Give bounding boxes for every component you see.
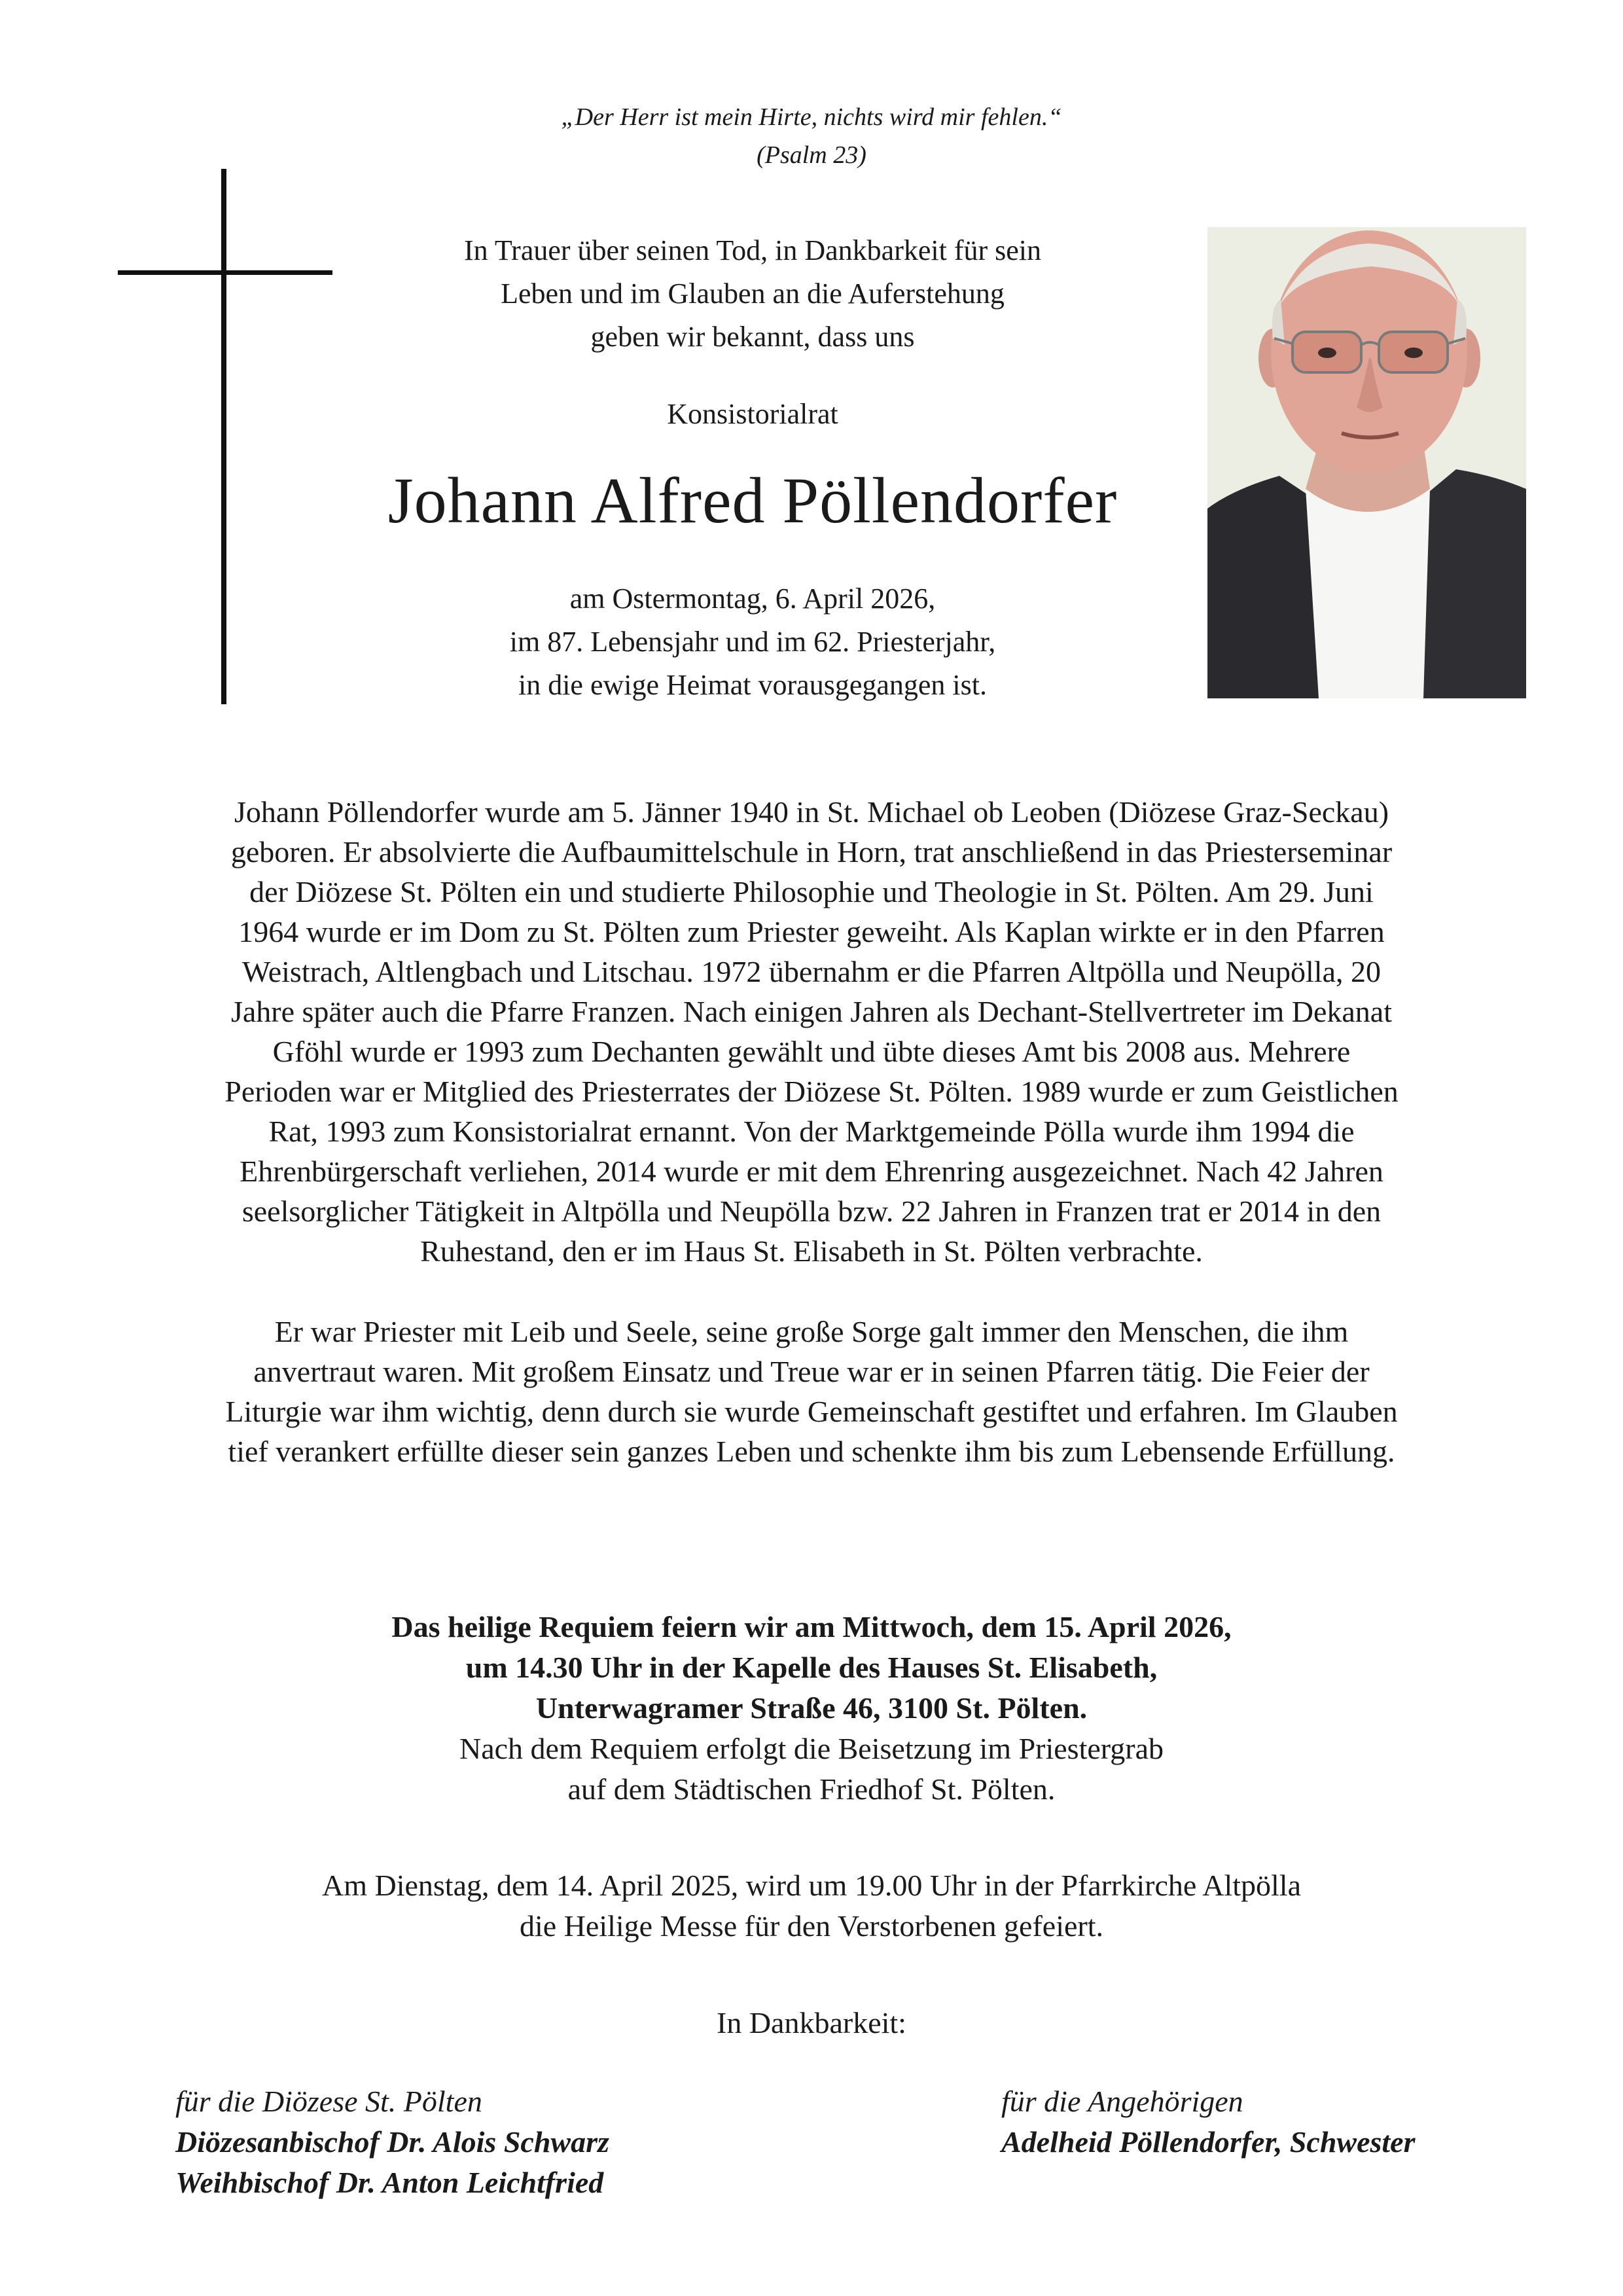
signature-name: Weihbischof Dr. Anton Leichtfried xyxy=(175,2166,604,2199)
portrait-photo xyxy=(1207,227,1526,698)
bio-line: Er war Priester mit Leib und Seele, seine große Sorge galt immer den Menschen, die ihm xyxy=(274,1315,1349,1348)
bio-line: seelsorglicher Tätigkeit in Altpölla und Neupölla bzw. 22 Jahren in Franzen trat er 2014 in den xyxy=(241,1194,1382,1228)
cross-icon-horizontal xyxy=(118,270,332,275)
bio-line: Johann Pöllendorfer wurde am 5. Jänner 1940 in St. Michael ob Leoben (Diözese Graz-Seckau) xyxy=(234,795,1389,829)
mass-line: Am Dienstag, dem 14. April 2025, wird um 19.00 Uhr in der Pfarrkirche Altpölla xyxy=(321,1869,1302,1902)
signature-org: für die Angehörigen xyxy=(1001,2085,1243,2118)
bio-line: Gföhl wurde er 1993 zum Dechanten gewählt und übte dieses Amt bis 2008 aus. Mehrere xyxy=(272,1035,1351,1068)
death-line: in die ewige Heimat vorausgegangen ist. xyxy=(518,669,987,701)
requiem-announcement xyxy=(0,1607,1623,1810)
rank-title: Konsistorialrat xyxy=(667,398,838,430)
bio-line: Perioden war er Mitglied des Priesterrates der Diözese St. Pölten. 1989 wurde er zum Geistlichen xyxy=(224,1075,1399,1108)
bio-line: Ruhestand, den er im Haus St. Elisabeth in St. Pölten verbrachte. xyxy=(420,1234,1203,1268)
bio-line: Rat, 1993 zum Konsistorialrat ernannt. Von der Marktgemeinde Pölla wurde ihm 1994 die xyxy=(268,1115,1355,1148)
signature-family xyxy=(1001,2081,1416,2162)
requiem-line-bold: um 14.30 Uhr in der Kapelle des Hauses St. Elisabeth, xyxy=(465,1651,1158,1684)
psalm-source: (Psalm 23) xyxy=(757,141,866,169)
intro-text xyxy=(353,229,1152,359)
bio-line: anvertraut waren. Mit großem Einsatz und Treue war er in seinen Pfarren tätig. Die Feier der xyxy=(253,1355,1370,1388)
bio-line: geboren. Er absolvierte die Aufbaumittelschule in Horn, trat anschließend in das Priesterseminar xyxy=(230,835,1393,869)
intro-line: geben wir bekannt, dass uns xyxy=(590,321,915,353)
death-text xyxy=(353,577,1152,707)
mass-line: die Heilige Messe für den Verstorbenen gefeiert. xyxy=(520,1909,1103,1943)
signature-diocese xyxy=(175,2081,609,2203)
psalm-quote-block xyxy=(0,98,1623,174)
biography-paragraph-1 xyxy=(105,792,1518,1271)
death-line: am Ostermontag, 6. April 2026, xyxy=(569,583,936,615)
thanks-heading: In Dankbarkeit: xyxy=(717,2006,906,2039)
bio-line: Weistrach, Altlengbach und Litschau. 1972 übernahm er die Pfarren Altpölla und Neupölla, 20 xyxy=(241,955,1381,988)
biography xyxy=(105,792,1518,1471)
intro-line: In Trauer über seinen Tod, in Dankbarkeit für sein xyxy=(463,234,1042,266)
bio-line: Liturgie war ihm wichtig, denn durch sie wurde Gemeinschaft gestiftet und erfahren. Im Glauben xyxy=(225,1395,1398,1428)
deceased-name: Johann Alfred Pöllendorfer xyxy=(387,464,1118,537)
requiem-line: auf dem Städtischen Friedhof St. Pölten. xyxy=(567,1772,1056,1806)
mass-announcement xyxy=(0,1865,1623,1946)
biography-paragraph-2 xyxy=(105,1312,1518,1471)
bio-line: Ehrenbürgerschaft verliehen, 2014 wurde er mit dem Ehrenring ausgezeichnet. Nach 42 Jahren xyxy=(240,1155,1383,1188)
signature-name: Adelheid Pöllendorfer, Schwester xyxy=(1001,2125,1416,2159)
signature-org: für die Diözese St. Pölten xyxy=(175,2085,482,2118)
requiem-line-bold: Das heilige Requiem feiern wir am Mittwoch, dem 15. April 2026, xyxy=(391,1610,1232,1643)
bio-line: Jahre später auch die Pfarre Franzen. Nach einigen Jahren als Dechant-Stellvertreter im Dekanat xyxy=(230,995,1393,1028)
death-line: im 87. Lebensjahr und im 62. Priesterjahr, xyxy=(509,626,996,658)
intro-line: Leben und im Glauben an die Auferstehung xyxy=(501,278,1005,310)
bio-line: 1964 wurde er im Dom zu St. Pölten zum Priester geweiht. Als Kaplan wirkte er in den Pfarren xyxy=(238,915,1385,948)
bio-line: der Diözese St. Pölten ein und studierte Philosophie und Theologie in St. Pölten. Am 29. Juni xyxy=(249,875,1374,908)
portrait-image xyxy=(1207,227,1526,698)
psalm-quote: „Der Herr ist mein Hirte, nichts wird mir fehlen.“ xyxy=(561,103,1062,131)
bio-line: tief verankert erfüllte dieser sein ganzes Leben und schenkte ihm bis zum Lebensende Erfüllung. xyxy=(228,1435,1395,1468)
cross-icon-vertical xyxy=(221,169,226,704)
requiem-line: Nach dem Requiem erfolgt die Beisetzung im Priestergrab xyxy=(459,1732,1164,1765)
signature-name: Diözesanbischof Dr. Alois Schwarz xyxy=(175,2125,609,2159)
requiem-line-bold: Unterwagramer Straße 46, 3100 St. Pölten. xyxy=(535,1691,1088,1725)
